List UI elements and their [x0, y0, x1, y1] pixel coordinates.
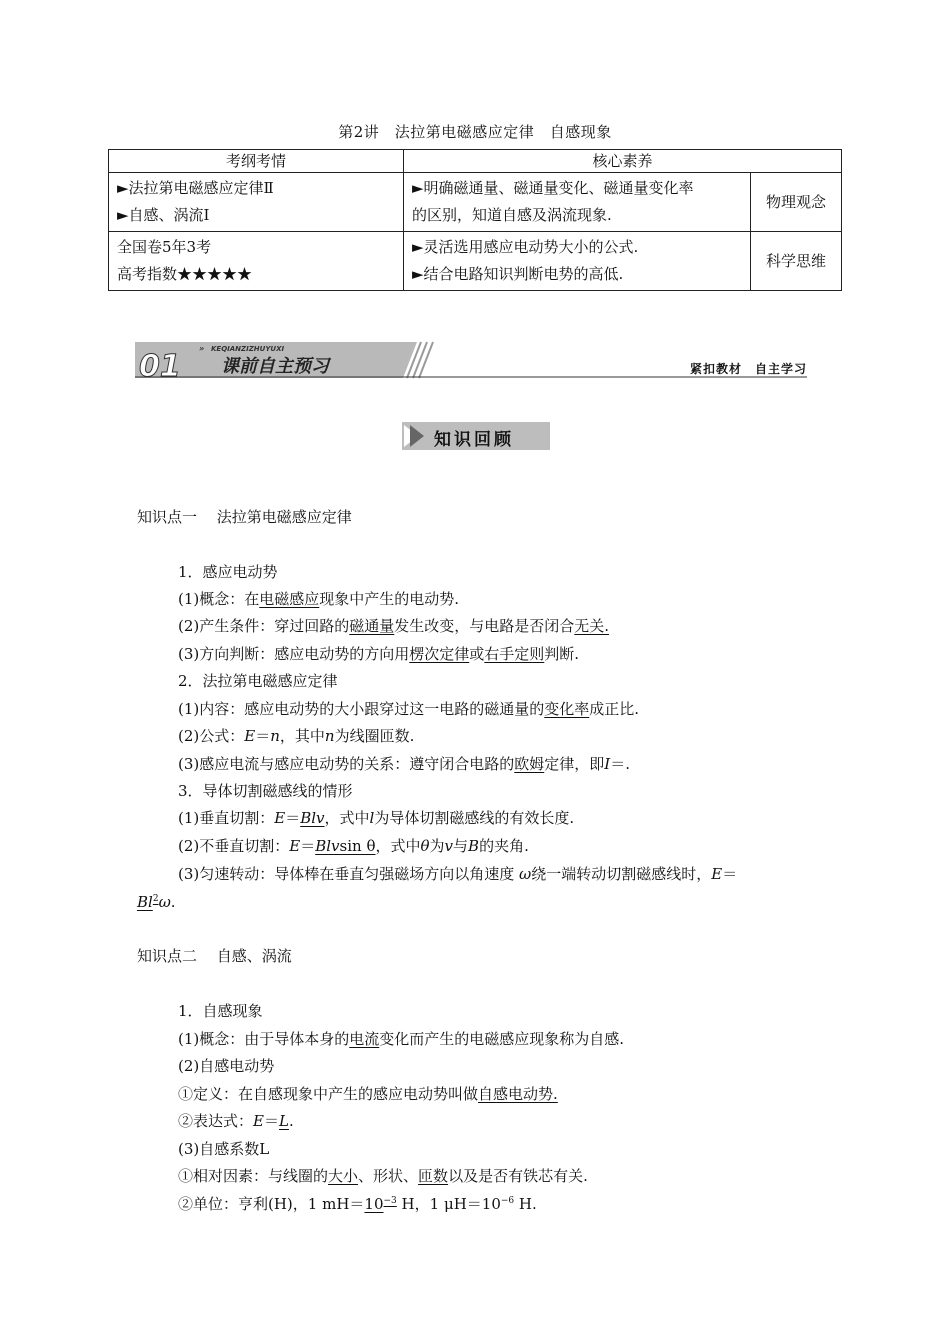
- banner-title: 课前自主预习: [221, 356, 329, 377]
- k2-line-6: ①相对因素：与线圈的大小、形状、匝数以及是否有铁芯有关.: [178, 1167, 588, 1185]
- chevron-icon: »: [199, 344, 205, 353]
- review-badge: [402, 422, 550, 450]
- row1-mid: [404, 173, 751, 232]
- row2-mid-line2: ►结合电路知识判断电势的高低.: [412, 265, 624, 283]
- k2-subheading-1: 1．自感现象: [178, 1002, 263, 1020]
- banner-right-text: 紧扣教材 自主学习: [690, 362, 808, 376]
- row2-mid: [404, 232, 751, 291]
- row1-category: 物理观念: [751, 173, 842, 232]
- table-row: [109, 173, 842, 232]
- outline-table: [108, 149, 842, 291]
- k2-line-1: (1)概念：由于导体本身的电流变化而产生的电磁感应现象称为自感.: [178, 1030, 625, 1048]
- k2-line-4: ②表达式：E＝L.: [178, 1112, 294, 1130]
- k1-subheading-2: 2．法拉第电磁感应定律: [178, 672, 338, 690]
- row1-left-line1: ►法拉第电磁感应定律Ⅱ: [117, 179, 274, 197]
- table-header-row: [109, 150, 842, 173]
- k1-line-7: (1)垂直切割：E＝Blv，式中l为导体切割磁感线的有效长度.: [178, 809, 575, 827]
- k1-line-8: (2)不垂直切割：E＝Blvsin θ，式中θ为v与B的夹角.: [178, 837, 529, 855]
- row1-mid-line1: ►明确磁通量、磁通量变化、磁通量变化率: [412, 179, 694, 197]
- row1-left-line2: ►自感、涡流Ⅰ: [117, 206, 210, 224]
- banner-pinyin: KEQIANZIZHUYUXI: [211, 345, 285, 353]
- review-badge-label: 知识回顾: [434, 430, 514, 450]
- k1-line-10: Bl$^2$ω.: [137, 893, 176, 911]
- banner-number: 01: [139, 349, 181, 380]
- row1-mid-line2: 的区别，知道自感及涡流现象.: [412, 206, 612, 224]
- k1-line-6: (3)感应电流与感应电动势的关系：遵守闭合电路的欧姆定律，即I＝.: [178, 755, 630, 773]
- k2-line-7: ②单位：亨利(H)，1 $mH=10^{-3}$ H，1 $\mu H=10^{-6}$ H.: [178, 1195, 537, 1213]
- k2-line-2: (2)自感电动势: [178, 1057, 275, 1075]
- k1-line-2: (2)产生条件：穿过回路的磁通量发生改变，与电路是否闭合无关.: [178, 617, 610, 635]
- k1-line-4: (1)内容：感应电动势的大小跟穿过这一电路的磁通量的变化率成正比.: [178, 700, 640, 718]
- k2-line-5: (3)自感系数L: [178, 1140, 270, 1158]
- row2-left-line1: 全国卷5年3考: [117, 238, 212, 256]
- k1-heading: 知识点一 法拉第电磁感应定律: [137, 508, 352, 526]
- k1-subheading-3: 3．导体切割磁感线的情形: [178, 782, 353, 800]
- table-row: [109, 232, 842, 291]
- k1-line-5: (2)公式：E＝n，其中n为线圈匝数.: [178, 727, 415, 745]
- k1-line-9: (3)匀速转动：导体棒在垂直匀强磁场方向以角速度 ω绕一端转动切割磁感线时，E＝: [178, 865, 738, 883]
- k1-line-3: (3)方向判断：感应电动势的方向用楞次定律或右手定则判断.: [178, 645, 580, 663]
- k1-line-1: (1)概念：在电磁感应现象中产生的电动势.: [178, 590, 460, 608]
- row2-left-line2: 高考指数★★★★★: [117, 265, 253, 283]
- page-title: 第2讲 法拉第电磁感应定律 自感现象: [338, 123, 612, 141]
- row2-left: [109, 232, 404, 291]
- k1-subheading-1: 1．感应电动势: [178, 563, 278, 581]
- k2-line-3: ①定义：在自感现象中产生的感应电动势叫做自感电动势.: [178, 1085, 558, 1103]
- header-right: 核心素养: [404, 150, 842, 173]
- header-left: 考纲考情: [109, 150, 404, 173]
- row2-mid-line1: ►灵活选用感应电动势大小的公式.: [412, 238, 639, 256]
- k2-heading: 知识点二 自感、涡流: [137, 947, 292, 965]
- row2-category: 科学思维: [751, 232, 842, 291]
- row1-left: [109, 173, 404, 232]
